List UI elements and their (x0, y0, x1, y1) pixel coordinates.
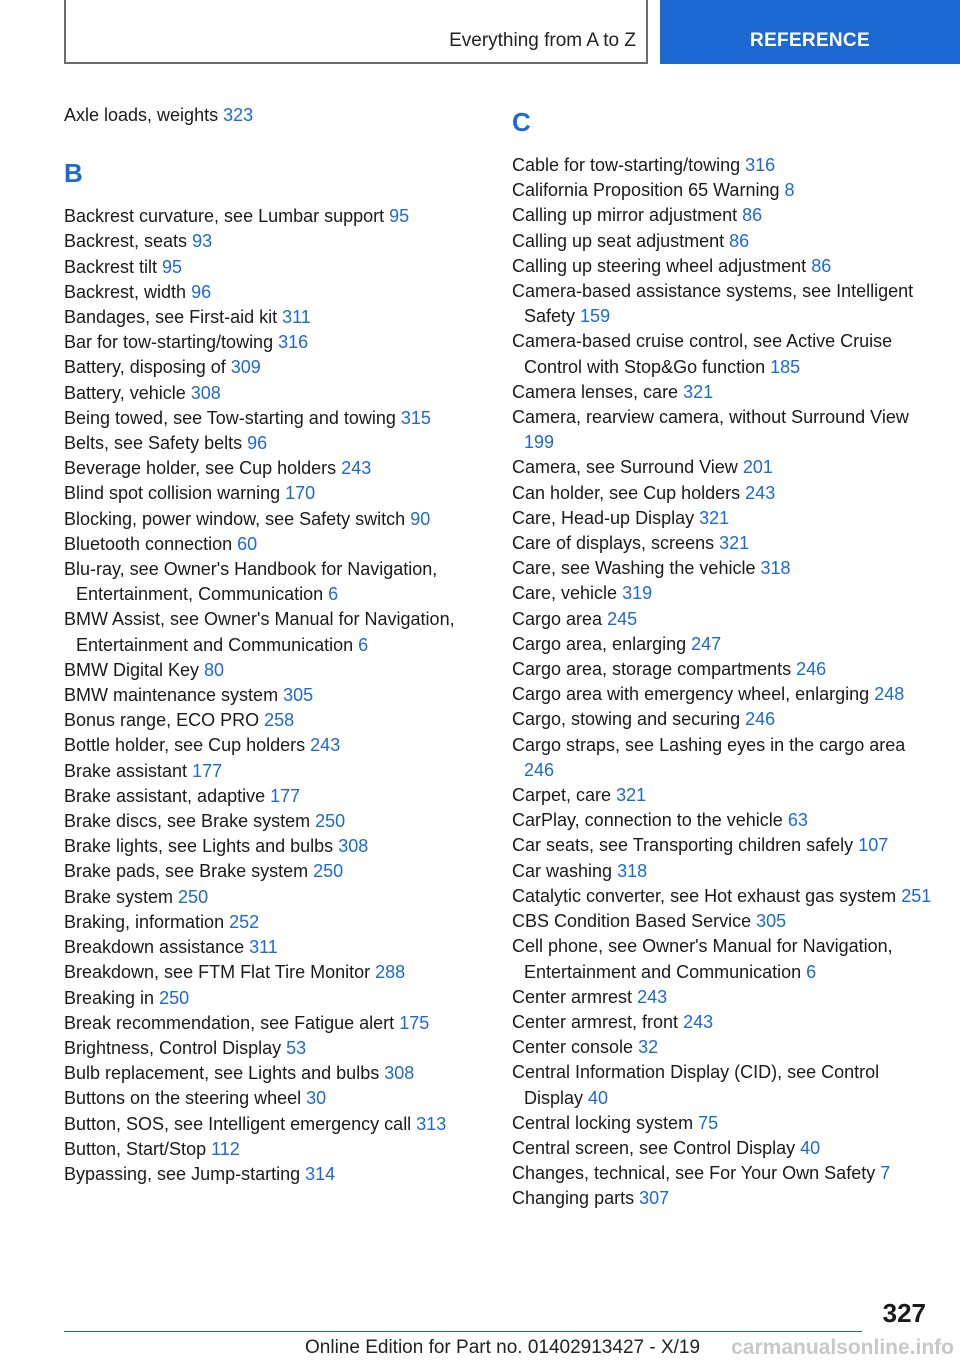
entry-page-link[interactable]: 252 (229, 911, 260, 932)
section-letter: B (64, 158, 83, 189)
entry-text: Bandages, see First-aid kit (64, 307, 278, 328)
entry-text: Axle loads, weights (64, 105, 219, 125)
entry-text: Central locking system (512, 1112, 694, 1133)
index-entry (64, 229, 484, 254)
entry-text: Calling up mirror adjustment (512, 205, 738, 226)
entry-page-link[interactable]: 247 (691, 633, 722, 654)
index-entry (64, 658, 484, 683)
entry-page-link[interactable]: 75 (698, 1112, 719, 1133)
entry-text: Center armrest, front (512, 1011, 679, 1032)
index-entry (64, 834, 484, 859)
entry-page-link[interactable]: 315 (400, 407, 431, 428)
index-entry (512, 707, 932, 732)
entry-page-link[interactable]: 318 (617, 860, 648, 881)
index-entry (512, 682, 932, 707)
entry-page-link[interactable]: 93 (192, 231, 213, 252)
entry-text: Breaking in (64, 987, 155, 1008)
entry-text: Camera, see Surround View (512, 457, 738, 478)
index-entry (512, 1010, 932, 1035)
footer-rule (64, 1331, 862, 1332)
entry-page-link[interactable]: 319 (622, 583, 653, 604)
entry-text: Central Information Display (CID), see Control Display (512, 1062, 880, 1108)
entry-text: Care of displays, screens (512, 533, 715, 554)
header-title: Everything from A to Z (449, 30, 636, 51)
index-entry (512, 934, 932, 984)
entry-text: Backrest curvature, see Lumbar support (64, 206, 385, 227)
index-entry (512, 556, 932, 581)
entry-page-link[interactable]: 308 (338, 836, 369, 857)
entry-text: Break recommendation, see Fatigue alert (64, 1012, 395, 1033)
entry-text: CarPlay, connection to the vehicle (512, 810, 783, 831)
entry-page-link[interactable]: 323 (223, 105, 254, 125)
entry-page-link[interactable]: 248 (874, 684, 905, 705)
entry-text: Camera, rearview camera, without Surround View (512, 407, 909, 428)
entry-text: Catalytic converter, see Hot exhaust gas system (512, 885, 897, 906)
index-entry (64, 733, 484, 758)
entry-text: Care, vehicle (512, 583, 618, 604)
entry-page-link[interactable]: 112 (211, 1138, 240, 1159)
entry-text: Backrest tilt (64, 256, 158, 277)
entry-text: Cell phone, see Owner's Manual for Navigation, Entertainment and Communication (512, 936, 893, 982)
index-entry (64, 607, 484, 657)
entry-page-link[interactable]: 250 (315, 811, 346, 832)
entry-text: Car washing (512, 860, 613, 881)
entry-page-link[interactable]: 6 (358, 634, 369, 655)
entry-text: Bottle holder, see Cup holders (64, 735, 306, 756)
index-entry (512, 733, 932, 783)
entry-text: Button, Start/Stop (64, 1138, 207, 1159)
entry-text: BMW Assist, see Owner's Manual for Navigation, Entertainment and Communication (64, 609, 455, 655)
entry-page-link[interactable]: 316 (278, 332, 309, 353)
entry-text: Blocking, power window, see Safety switch (64, 508, 406, 529)
entry-page-link[interactable]: 175 (399, 1012, 430, 1033)
entry-text: Cable for tow-starting/towing (512, 155, 741, 175)
entry-page-link[interactable]: 96 (191, 281, 212, 302)
index-entry (512, 808, 932, 833)
entry-text: Center console (512, 1037, 634, 1058)
entry-page-link[interactable]: 318 (760, 558, 791, 579)
entry-text: Bar for tow-starting/towing (64, 332, 274, 353)
entry-text: Cargo area, storage compartments (512, 659, 792, 680)
entry-text: Beverage holder, see Cup holders (64, 458, 337, 479)
index-entry (512, 481, 932, 506)
index-entry (512, 884, 932, 909)
index-entry (64, 1112, 484, 1137)
entry-page-link[interactable]: 321 (719, 533, 750, 554)
entry-text: Car seats, see Transporting children safely (512, 835, 854, 856)
index-entry (512, 985, 932, 1010)
entry-page-link[interactable]: 305 (756, 911, 787, 932)
index-entry (512, 178, 932, 203)
entry-page-link[interactable]: 305 (283, 685, 314, 706)
index-entry (512, 632, 932, 657)
entry-page-link[interactable]: 6 (328, 584, 339, 605)
entry-page-link[interactable]: 321 (616, 785, 647, 806)
entry-text: Changing parts (512, 1188, 635, 1209)
entry-page-link[interactable]: 243 (745, 482, 776, 503)
entry-text: Battery, disposing of (64, 357, 226, 378)
index-entry (64, 255, 484, 280)
entry-text: Care, see Washing the vehicle (512, 558, 756, 579)
entry-text: California Proposition 65 Warning (512, 180, 780, 201)
entry-text: Camera-based cruise control, see Active Cruise Control with Stop&Go function (512, 331, 893, 377)
index-entry (64, 532, 484, 557)
index-entry (64, 406, 484, 431)
entry-page-link[interactable]: 251 (901, 885, 932, 906)
entry-page-link[interactable]: 321 (683, 381, 714, 402)
index-entry (512, 329, 932, 379)
entry-page-link[interactable]: 177 (192, 760, 223, 781)
entry-page-link[interactable]: 243 (310, 735, 341, 756)
entry-page-link[interactable]: 258 (264, 710, 295, 731)
entry-text: Camera lenses, care (512, 381, 679, 402)
entry-page-link[interactable]: 95 (389, 206, 410, 227)
entry-page-link[interactable]: 288 (375, 962, 406, 983)
entry-text: Cargo area with emergency wheel, enlarging (512, 684, 870, 705)
entry-text: Cargo area, enlarging (512, 633, 687, 654)
index-entry (512, 833, 932, 858)
entry-text: Cargo, stowing and securing (512, 709, 741, 730)
entry-text: CBS Condition Based Service (512, 911, 752, 932)
entry-page-link[interactable]: 313 (416, 1113, 447, 1134)
index-entry (512, 1136, 932, 1161)
index-entry (64, 1011, 484, 1036)
index-entry (512, 859, 932, 884)
index-entry (64, 683, 484, 708)
entry-page-link[interactable]: 246 (745, 709, 776, 730)
entry-page-link[interactable]: 80 (204, 659, 225, 680)
entry-text: BMW maintenance system (64, 685, 279, 706)
entry-text: BMW Digital Key (64, 659, 200, 680)
entry-text: Camera-based assistance systems, see Intelligent Safety (512, 281, 914, 327)
entry-page-link[interactable]: 60 (237, 533, 258, 554)
entry-text: Blind spot collision warning (64, 483, 281, 504)
index-entry (64, 381, 484, 406)
entry-page-link[interactable]: 307 (639, 1188, 670, 1209)
entry-page-link[interactable]: 250 (178, 886, 209, 907)
index-entry (64, 784, 484, 809)
entry-text: Bulb replacement, see Lights and bulbs (64, 1063, 380, 1084)
index-entry (64, 960, 484, 985)
header-section-label: REFERENCE (750, 30, 870, 51)
entry-text: Central screen, see Control Display (512, 1137, 796, 1158)
index-entry (64, 481, 484, 506)
entry-text: Blu-ray, see Owner's Handbook for Navigation, Entertainment, Communication (64, 559, 438, 605)
entry-page-link[interactable]: 199 (524, 432, 555, 453)
index-entry (64, 280, 484, 305)
index-entry (512, 1186, 932, 1211)
entry-text: Brake assistant (64, 760, 188, 781)
index-entry (512, 1035, 932, 1060)
header-section-tab (660, 0, 960, 64)
entry-text: Calling up seat adjustment (512, 230, 725, 251)
entry-text: Breakdown, see FTM Flat Tire Monitor (64, 962, 371, 983)
index-entry (64, 305, 484, 330)
index-entry (64, 1086, 484, 1111)
entry-text: Changes, technical, see For Your Own Safety (512, 1163, 876, 1184)
entry-text: Cargo straps, see Lashing eyes in the cargo area (512, 734, 906, 755)
entry-text: Brake lights, see Lights and bulbs (64, 836, 334, 857)
index-column-left (64, 103, 484, 1187)
entry-page-link[interactable]: 316 (745, 155, 776, 175)
index-entry (512, 279, 932, 329)
entry-page-link[interactable]: 308 (384, 1063, 415, 1084)
index-entry (512, 909, 932, 934)
entry-text: Calling up steering wheel adjustment (512, 255, 807, 276)
entry-page-link[interactable]: 90 (410, 508, 431, 529)
entry-page-link[interactable]: 107 (858, 835, 889, 856)
entry-page-link[interactable]: 7 (880, 1163, 891, 1184)
entry-page-link[interactable]: 170 (285, 483, 316, 504)
index-entry (512, 506, 932, 531)
index-entry (64, 103, 484, 128)
entry-text: Backrest, seats (64, 231, 188, 252)
index-entry (64, 986, 484, 1011)
footer-edition: Online Edition for Part no. 01402913427 - X/19 (305, 1337, 701, 1358)
entry-page-link[interactable]: 177 (270, 785, 301, 806)
entry-page-link[interactable]: 243 (637, 986, 668, 1007)
entry-page-link[interactable]: 96 (247, 433, 268, 454)
index-entry (512, 380, 932, 405)
entry-page-link[interactable]: 63 (787, 810, 808, 831)
index-entry (64, 431, 484, 456)
entry-page-link[interactable]: 311 (282, 307, 311, 328)
index-entry (512, 1111, 932, 1136)
entry-page-link[interactable]: 308 (190, 382, 221, 403)
index-entry (512, 455, 932, 480)
entry-text: Breakdown assistance (64, 937, 245, 958)
entry-page-link[interactable]: 243 (341, 458, 372, 479)
entry-text: Bonus range, ECO PRO (64, 710, 260, 731)
index-entry (64, 910, 484, 935)
watermark: carmanualsonline.info (731, 1336, 954, 1359)
entry-text: Brightness, Control Display (64, 1037, 282, 1058)
entry-page-link[interactable]: 86 (729, 230, 750, 251)
entry-text: Cargo area (512, 608, 603, 629)
entry-text: Buttons on the steering wheel (64, 1088, 302, 1109)
index-entry (512, 405, 932, 455)
entry-text: Bluetooth connection (64, 533, 233, 554)
entry-page-link[interactable]: 30 (306, 1088, 327, 1109)
index-entry (64, 1137, 484, 1162)
index-entry (512, 657, 932, 682)
entry-page-link[interactable]: 159 (580, 306, 611, 327)
entry-text: Can holder, see Cup holders (512, 482, 741, 503)
index-entry (64, 935, 484, 960)
index-entry (64, 204, 484, 229)
index-entry (512, 254, 932, 279)
index-entry (64, 1061, 484, 1086)
index-entry (512, 783, 932, 808)
index-entry (64, 759, 484, 784)
index-entry (64, 330, 484, 355)
index-entry (512, 581, 932, 606)
index-entry (64, 885, 484, 910)
entry-page-link[interactable]: 245 (607, 608, 638, 629)
entry-text: Button, SOS, see Intelligent emergency call (64, 1113, 412, 1134)
index-entry (512, 1060, 932, 1110)
index-column-right (512, 103, 932, 1212)
index-entry (64, 1036, 484, 1061)
entry-page-link[interactable]: 95 (162, 256, 183, 277)
entry-text: Being towed, see Tow-starting and towing (64, 407, 396, 428)
entry-text: Belts, see Safety belts (64, 433, 243, 454)
index-entry (64, 456, 484, 481)
entry-text: Brake pads, see Brake system (64, 861, 309, 882)
entry-text: Brake assistant, adaptive (64, 785, 266, 806)
entry-page-link[interactable]: 53 (286, 1037, 307, 1058)
index-entry (512, 1161, 932, 1186)
entry-page-link[interactable]: 250 (159, 987, 190, 1008)
index-entry (64, 859, 484, 884)
index-entry (512, 153, 932, 178)
page-number: 327 (882, 1298, 926, 1328)
entry-page-link[interactable]: 6 (806, 961, 817, 982)
entry-page-link[interactable]: 321 (699, 507, 730, 528)
entry-page-link[interactable]: 40 (588, 1087, 609, 1108)
entry-text: Backrest, width (64, 281, 187, 302)
section-letter: C (512, 107, 531, 137)
index-entry (512, 203, 932, 228)
entry-page-link[interactable]: 246 (524, 759, 555, 780)
entry-text: Care, Head-up Display (512, 507, 695, 528)
entry-text: Battery, vehicle (64, 382, 186, 403)
entry-text: Brake discs, see Brake system (64, 811, 311, 832)
index-entry (64, 809, 484, 834)
entry-page-link[interactable]: 314 (305, 1163, 336, 1184)
index-entry (64, 1162, 484, 1187)
entry-page-link[interactable]: 185 (770, 356, 801, 377)
index-entry (64, 355, 484, 380)
entry-page-link[interactable]: 309 (230, 357, 261, 378)
entry-page-link[interactable]: 8 (784, 180, 795, 201)
entry-page-link[interactable]: 311 (249, 937, 278, 958)
entry-page-link[interactable]: 246 (796, 659, 827, 680)
index-entry (512, 531, 932, 556)
entry-page-link[interactable]: 86 (811, 255, 832, 276)
entry-page-link[interactable]: 32 (638, 1037, 659, 1058)
entry-text: Bypassing, see Jump-starting (64, 1163, 301, 1184)
index-entry (64, 507, 484, 532)
entry-text: Braking, information (64, 911, 225, 932)
entry-text: Carpet, care (512, 785, 612, 806)
entry-text: Center armrest (512, 986, 633, 1007)
entry-text: Brake system (64, 886, 174, 907)
entry-page-link[interactable]: 201 (742, 457, 773, 478)
index-entry (64, 557, 484, 607)
entry-page-link[interactable]: 40 (800, 1137, 821, 1158)
entry-page-link[interactable]: 250 (313, 861, 344, 882)
index-entry (64, 708, 484, 733)
index-entry (512, 229, 932, 254)
index-entry (512, 607, 932, 632)
entry-page-link[interactable]: 86 (742, 205, 763, 226)
header-title-box (64, 0, 648, 64)
entry-page-link[interactable]: 243 (683, 1011, 714, 1032)
